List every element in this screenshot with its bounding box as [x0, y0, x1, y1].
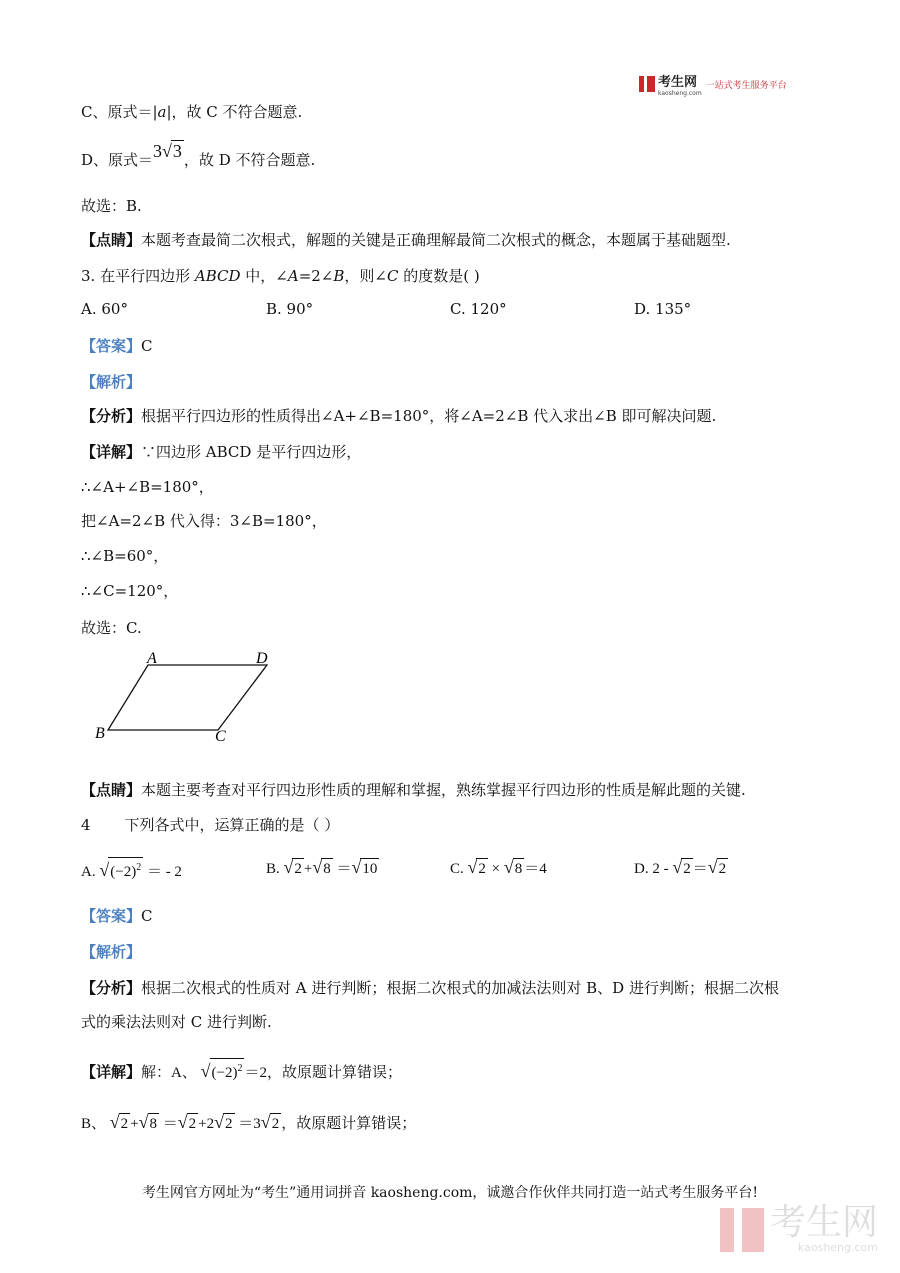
q3-option-a: A. 60°: [81, 300, 128, 318]
q2-choose: 故选：B.: [81, 197, 142, 215]
vertex-label-a: A: [147, 650, 157, 667]
q3-option-d: D. 135°: [634, 300, 692, 318]
q3-step-3: ∴∠B=60°，: [81, 547, 169, 565]
q3-option-c: C. 120°: [450, 300, 507, 318]
vertex-label-c: C: [215, 728, 226, 745]
q4-fenxi-line-1: 【分析】根据二次根式的性质对 A 进行判断；根据二次根式的加减法法则对 B、D 进行判断；根据二次根: [81, 979, 779, 997]
logo-icon: [639, 76, 655, 92]
q4-fenxi-line-2: 式的乘法法则对 C 进行判断.: [81, 1013, 272, 1031]
q3-step-2: 把∠A=2∠B 代入得：3∠B=180°，: [81, 512, 327, 530]
q2-comment: 【点睛】本题考查最简二次根式，解题的关键是正确理解最简二次根式的概念，本题属于基础题型.: [81, 231, 731, 249]
q2-option-c-explain: C、原式＝|a|，故 C 不符合题意.: [81, 103, 303, 121]
header-logo: [639, 74, 787, 97]
watermark-logo-icon: [720, 1208, 764, 1252]
q3-fenxi: 【分析】根据平行四边形的性质得出∠A+∠B=180°，将∠A=2∠B 代入求出∠B 即可解决问题.: [81, 407, 717, 425]
q3-option-b: B. 90°: [266, 300, 314, 318]
logo-brand: 考生网: [658, 75, 698, 90]
q3-analysis-tag: 【解析】: [81, 373, 142, 391]
watermark-text: 考生网: [769, 1202, 878, 1243]
q3-stem: 3. 在平行四边形 ABCD 中，∠A=2∠B，则∠C 的度数是( ): [81, 267, 480, 285]
parallelogram-figure: [90, 645, 290, 745]
q4-stem: 4 下列各式中，运算正确的是（ ）: [81, 816, 340, 834]
logo-domain: kaosheng.com: [658, 90, 702, 97]
q2-option-d-explain: D、原式＝3√3 ，故 D 不符合题意.: [81, 141, 316, 169]
watermark: [720, 1202, 878, 1254]
q3-comment: 【点睛】本题主要考查对平行四边形性质的理解和掌握，熟练掌握平行四边形的性质是解此题的关键.: [81, 781, 746, 799]
q4-option-d: D. 2 - √2 ＝√2: [634, 857, 727, 877]
q3-step-5: 故选：C.: [81, 619, 142, 637]
q4-analysis-tag: 【解析】: [81, 943, 142, 961]
watermark-domain: kaosheng.com: [797, 1241, 878, 1254]
q4-option-c: C. √2 × √8 ＝4: [450, 857, 547, 877]
q3-answer: 【答案】C: [81, 337, 153, 355]
q3-step-1: ∴∠A+∠B=180°，: [81, 478, 214, 496]
parallelogram-shape: [108, 665, 267, 730]
vertex-label-d: D: [256, 650, 268, 667]
vertex-label-b: B: [95, 725, 105, 742]
q4-answer: 【答案】C: [81, 907, 153, 925]
q4-option-b: B. √2 +√8 ＝√10: [266, 857, 378, 877]
q3-xiangjie: 【详解】∵四边形 ABCD 是平行四边形，: [81, 443, 362, 461]
footer-text: 考生网官方网址为“考生”通用词拼音 kaosheng.com，诚邀合作伙伴共同打造一站式考生服务平台!: [141, 1185, 759, 1201]
q4-xiangjie-a: 【详解】解：A、 $√(-2)^2 =2$，故原题计算错误；: [81, 1058, 402, 1083]
q3-step-4: ∴∠C=120°，: [81, 582, 179, 600]
q4-xiangjie-b: B、 √2 +√8 ＝√2 +2√2 ＝3√2 ，故原题计算错误；: [81, 1112, 417, 1132]
logo-slogan: 一站式考生服务平台: [705, 80, 787, 91]
q4-option-a: A. $√(-2)^2$ ＝ - 2: [81, 857, 182, 882]
